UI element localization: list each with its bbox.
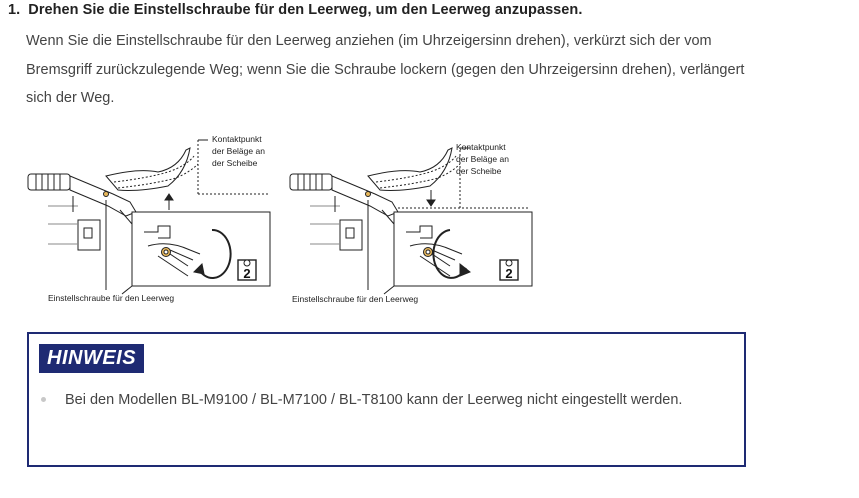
left-grip-shape [28, 174, 70, 190]
brake-lever-figure [18, 128, 538, 310]
step-title-text: Drehen Sie die Einstellschraube für den Leerweg, um den Leerweg anzupassen. [28, 2, 583, 18]
right-lever-blade [368, 148, 452, 191]
right-grip-shape [290, 174, 332, 190]
left-contact-label-3: der Scheibe [212, 158, 258, 168]
right-hex-key-size: 2 [505, 266, 513, 281]
left-lever-blade [106, 148, 190, 191]
bullet-icon [41, 397, 46, 402]
step-title [8, 2, 582, 18]
step-number: 1. [8, 2, 21, 18]
right-screw-label: Einstellschraube für den Leerweg [292, 294, 419, 304]
right-screw-dot [366, 192, 371, 197]
right-contact-label-1: Kontaktpunkt [456, 142, 506, 152]
left-contact-label-2: der Beläge an [212, 146, 265, 156]
right-contact-label-2: der Beläge an [456, 154, 509, 164]
left-hex-key-size: 2 [243, 266, 251, 281]
note-item [65, 386, 725, 415]
left-screw-label: Einstellschraube für den Leerweg [48, 293, 175, 303]
right-contact-label-3: der Scheibe [456, 166, 502, 176]
left-screw-dot [104, 192, 109, 197]
step-description: Wenn Sie die Einstellschraube für den Leerweg anziehen (im Uhrzeigersinn drehen), verkürzt sich der vom Bremsgriff zurückzulegende Weg; wenn Sie die Schraube lockern (gegen den Uhrzeigersinn drehen), verlängert sich der Weg. [26, 33, 745, 106]
brake-lever-illustration [18, 128, 538, 310]
left-contact-label-1: Kontaktpunkt [212, 134, 262, 144]
note-box [27, 332, 746, 467]
note-item-text: Bei den Modellen BL-M9100 / BL-M7100 / BL-T8100 kann der Leerweg nicht eingestellt werden. [65, 392, 683, 408]
note-badge: HINWEIS [39, 344, 144, 373]
